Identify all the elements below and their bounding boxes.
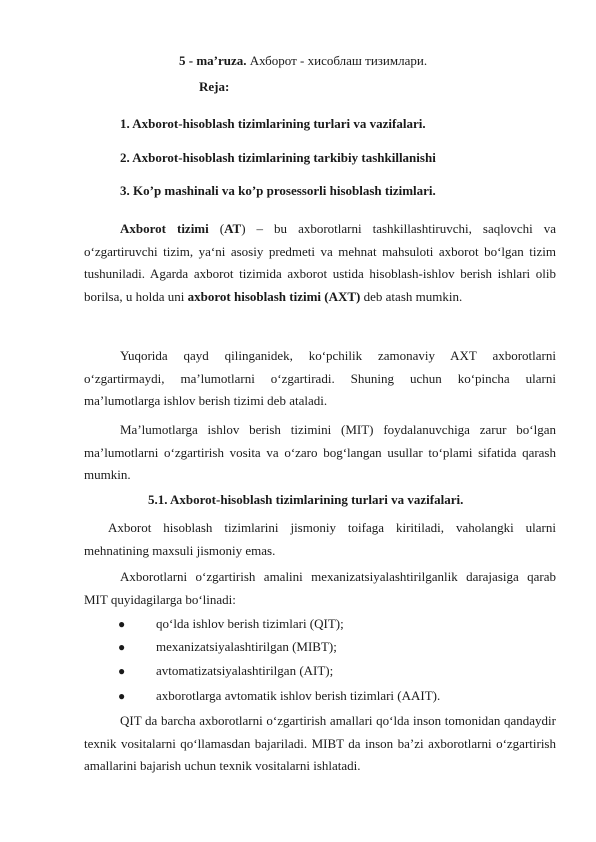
lecture-header xyxy=(179,53,427,69)
plan-item-3: 3. Ko’p mashinali va ko’p prosessorli hisoblash tizimlari. xyxy=(120,183,436,198)
paragraph-2: Yuqorida qayd qilinganidek, ko‘pchilik zamonaviy AXT axborotlarni o‘zgartirmaydi, ma’lumotlarni o‘zgartiradi. Shuning uchun ko‘pincha ularni ma’lumotlarga ishlov berish tizimi deb ataladi. xyxy=(84,348,556,408)
section-heading: 5.1. Axborot-hisoblash tizimlarining turlari va vazifalari. xyxy=(148,492,464,507)
paren-open: ( xyxy=(208,221,225,236)
paragraph-definition xyxy=(84,218,556,308)
lecture-number: 5 - ma’ruza. xyxy=(179,53,247,68)
definition-text: ) – bu axborotlarni tashkillashtiruvchi, saqlovchi va o‘zgartiruvchi tizim, ya‘ni asosiy predmeti va mehnat mahsuloti axborot bo‘lgan tizim tushuniladi. Agarda axborot tizimida axborot ustida hisoblash-ishlov berish ishlari olib borilsa, u holda uni xyxy=(84,221,556,304)
plan-item-2: 2. Axborot-hisoblash tizimlarining tarkibiy tashkillanishi xyxy=(120,150,436,165)
bullet-icon: ● xyxy=(118,640,126,654)
definition-tail: deb atash mumkin. xyxy=(360,288,463,304)
plan-label: Reja: xyxy=(199,79,230,94)
paragraph-3: Ma’lumotlarga ishlov berish tizimini (MIT) foydalanuvchiga zarur bo‘lgan ma’lumotlarni o‘zgartirish vosita va o‘zaro bog‘langan usullar to‘plami sifatida qarash mumkin. xyxy=(84,422,556,482)
bullet-icon: ● xyxy=(118,617,126,631)
list-item: avtomatizatsiyalashtirilgan (AIT); xyxy=(156,663,334,678)
lecture-title: Ахборот - хисоблаш тизимлари. xyxy=(249,53,428,68)
list-item: axborotlarga avtomatik ishlov berish tizimlari (AAIT). xyxy=(156,688,441,703)
term-axt: axborot hisoblash tizimi (AXT) xyxy=(187,288,361,304)
abbr-at: AT xyxy=(224,221,242,236)
list-item: mexanizatsiyalashtirilgan (MIBT); xyxy=(156,639,337,654)
bullet-icon: ● xyxy=(118,664,126,678)
term-axborot-tizimi: Axborot tizimi xyxy=(120,221,209,236)
plan-item-1: 1. Axborot-hisoblash tizimlarining turlari va vazifalari. xyxy=(120,116,426,131)
paragraph-4: Axborot hisoblash tizimlarini jismoniy toifaga kiritiladi, vaholangki ularni mehnatining maxsuli jismoniy emas. xyxy=(84,520,556,558)
bullet-icon: ● xyxy=(118,689,126,703)
paragraph-5: Axborotlarni o‘zgartirish amalini mexanizatsiyalashtirilganlik darajasiga qarab MIT quyidagilarga bo‘linadi: xyxy=(84,569,556,607)
list-item: qo‘lda ishlov berish tizimlari (QIT); xyxy=(156,616,344,631)
paragraph-6: QIT da barcha axborotlarni o‘zgartirish amallari qo‘lda inson tomonidan qandaydir texnik vositalarni qo‘llamasdan bajariladi. MIBT da inson ba’zi axborotlarni o‘zgartirish amallarini bajarish uchun texnik vositalarni ishlatadi. xyxy=(84,713,556,773)
